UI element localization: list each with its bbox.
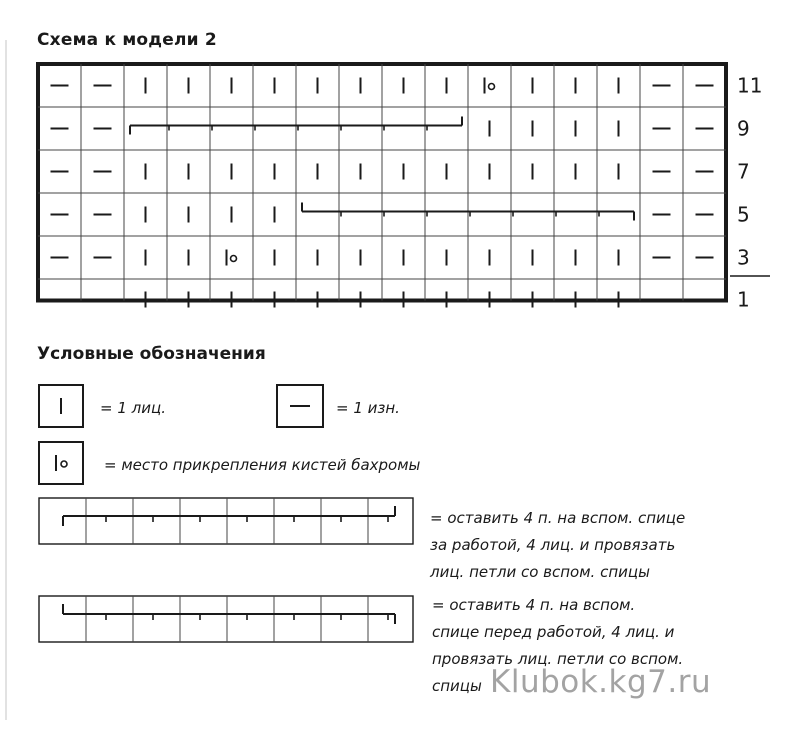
legend-cable-front-line-4: спицы — [432, 677, 482, 695]
row-number-label: 5 — [737, 202, 750, 227]
legend-cable-back-line-1: = оставить 4 п. на вспом. спице — [430, 509, 686, 527]
watermark: Klubok.kg7.ru — [490, 664, 712, 700]
row-number-label: 3 — [737, 245, 750, 270]
legend-knit-text: = 1 лиц. — [100, 399, 166, 417]
fringe-ring — [489, 84, 495, 90]
fringe-ring — [231, 256, 237, 262]
legend-cable-back-line-2: за работой, 4 лиц. и провязать — [430, 536, 676, 554]
strip-border — [39, 596, 413, 642]
legend-fringe-ring — [61, 461, 67, 467]
legend-fringe-text: = место прикрепления кистей бахромы — [104, 456, 421, 474]
chart-grid — [38, 64, 726, 308]
legend-cable-back-strip — [39, 498, 413, 544]
legend-title: Условные обозначения — [37, 344, 266, 364]
legend-cable-front-line-1: = оставить 4 п. на вспом. — [432, 596, 636, 614]
legend-purl-text: = 1 изн. — [336, 399, 400, 417]
row-number-label: 7 — [737, 159, 750, 184]
row-number-label: 9 — [737, 116, 750, 141]
strip-border — [39, 498, 413, 544]
legend-cable-front-strip — [39, 596, 413, 642]
chart-title: Схема к модели 2 — [37, 30, 217, 50]
row-number-label: 11 — [737, 73, 763, 98]
legend-cable-back-line-3: лиц. петли со вспом. спицы — [430, 563, 650, 581]
row-number-label: 1 — [737, 287, 750, 312]
legend-cable-front-line-2: спице перед работой, 4 лиц. и — [432, 623, 675, 641]
legend-cable-front-line-3: провязать лиц. петли со вспом. — [432, 650, 684, 668]
